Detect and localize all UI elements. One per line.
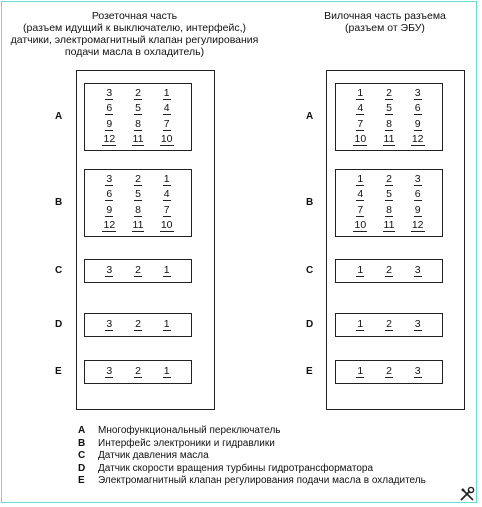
left-title-line: датчики, электромагнитный клапан регулирования xyxy=(10,34,259,46)
pin-number: 4 xyxy=(163,102,170,115)
pin xyxy=(403,172,432,188)
pin xyxy=(375,86,404,102)
pin xyxy=(346,203,375,219)
pin xyxy=(375,316,404,334)
pin-number: 4 xyxy=(357,188,364,201)
legend-key: A xyxy=(78,425,86,436)
pin xyxy=(124,363,153,381)
pin xyxy=(375,117,404,133)
pin-number: 3 xyxy=(414,86,421,99)
pin xyxy=(403,86,432,102)
pin xyxy=(124,117,153,133)
right-row-label-d: D xyxy=(306,319,314,330)
legend-item xyxy=(78,475,426,488)
pin xyxy=(95,316,124,334)
right-connector-e xyxy=(335,360,443,384)
legend-text: Электромагнитный клапан регулирования подачи масла в охладитель xyxy=(98,475,426,486)
pin xyxy=(403,262,432,280)
left-connector-d xyxy=(84,313,192,337)
pin-number: 7 xyxy=(357,203,364,216)
pin-number: 6 xyxy=(106,188,113,201)
pin xyxy=(95,188,124,204)
pin-number: 3 xyxy=(414,365,421,377)
pin-number: 11 xyxy=(132,133,144,146)
pin-number: 2 xyxy=(386,365,392,377)
pin xyxy=(124,219,153,235)
right-title xyxy=(300,10,470,34)
pin-number: 11 xyxy=(383,219,395,232)
pin-number: 3 xyxy=(106,172,113,185)
pin-number: 1 xyxy=(163,365,170,377)
pin-number: 5 xyxy=(386,188,392,201)
legend-text: Датчик давления масла xyxy=(98,450,209,461)
legend-key: C xyxy=(78,450,86,461)
legend-text: Интерфейс электроники и гидравлики xyxy=(98,437,275,449)
pin xyxy=(346,133,375,149)
pin-number: 11 xyxy=(132,219,144,232)
left-row-label-c: C xyxy=(55,265,63,276)
pin-number: 9 xyxy=(414,203,421,216)
pin xyxy=(403,102,432,118)
legend-key: B xyxy=(78,437,86,449)
pin-number: 2 xyxy=(386,86,392,99)
right-row-label-a: A xyxy=(306,111,314,122)
pin xyxy=(375,172,404,188)
pin xyxy=(375,219,404,235)
pin xyxy=(152,86,181,102)
left-connector-a xyxy=(84,83,192,151)
pin xyxy=(95,117,124,133)
pin-number: 1 xyxy=(357,86,364,99)
pin-number: 2 xyxy=(135,365,141,377)
pin-number: 4 xyxy=(163,188,170,201)
pin xyxy=(346,102,375,118)
pin xyxy=(95,219,124,235)
pin xyxy=(346,262,375,280)
pin-number: 6 xyxy=(414,188,421,201)
left-row-label-e: E xyxy=(55,366,62,377)
pin-number: 1 xyxy=(163,172,170,185)
pin xyxy=(124,262,153,280)
pin-number: 3 xyxy=(106,264,113,276)
pin xyxy=(124,203,153,219)
pin-number: 9 xyxy=(106,203,113,216)
pin xyxy=(152,102,181,118)
pin xyxy=(124,172,153,188)
pin xyxy=(152,316,181,334)
pin-number: 12 xyxy=(411,133,424,146)
pin xyxy=(375,203,404,219)
pin-number: 10 xyxy=(160,219,173,232)
pin xyxy=(375,133,404,149)
pin xyxy=(346,219,375,235)
legend-item xyxy=(78,425,426,438)
pin xyxy=(95,86,124,102)
pin-number: 5 xyxy=(135,102,141,115)
left-connector-b xyxy=(84,169,192,237)
pin-number: 10 xyxy=(354,219,367,232)
pin-number: 2 xyxy=(386,318,392,330)
pin xyxy=(346,188,375,204)
pin xyxy=(124,86,153,102)
pin-number: 8 xyxy=(386,117,392,130)
left-title-line: подачи масла в охладитель) xyxy=(64,46,205,58)
pin xyxy=(346,117,375,133)
pin-number: 1 xyxy=(357,172,364,185)
legend xyxy=(78,425,426,488)
pin-number: 4 xyxy=(357,102,364,115)
pin-number: 1 xyxy=(357,264,364,276)
pin-number: 6 xyxy=(106,102,113,115)
left-title-line: Розеточная часть xyxy=(91,10,178,22)
pin xyxy=(403,188,432,204)
pin-number: 7 xyxy=(163,117,170,130)
legend-item xyxy=(78,463,426,476)
pin xyxy=(346,363,375,381)
pin-number: 3 xyxy=(106,86,113,99)
pin xyxy=(124,316,153,334)
pin-number: 2 xyxy=(135,264,141,276)
wrench-screwdriver-icon xyxy=(458,485,476,503)
pin-number: 1 xyxy=(163,86,170,99)
pin-number: 7 xyxy=(163,203,170,216)
pin-number: 8 xyxy=(135,203,141,216)
legend-item xyxy=(78,450,426,463)
pin xyxy=(152,117,181,133)
legend-key: E xyxy=(78,475,85,486)
left-title-line: (разъем идущий к выключателю, интерфейс,) xyxy=(23,22,246,34)
pin-number: 2 xyxy=(135,318,141,330)
pin-number: 3 xyxy=(414,318,421,330)
pin-number: 3 xyxy=(414,172,421,185)
legend-key: D xyxy=(78,462,86,474)
pin-number: 8 xyxy=(135,117,141,130)
right-title-line: (разъем от ЭБУ) xyxy=(345,22,425,34)
right-title-line: Вилочная часть разъема xyxy=(324,10,446,22)
pin xyxy=(403,133,432,149)
pin xyxy=(375,262,404,280)
pin-number: 11 xyxy=(383,133,395,146)
pin-number: 12 xyxy=(103,133,116,146)
pin xyxy=(346,86,375,102)
pin xyxy=(152,219,181,235)
pin-number: 3 xyxy=(106,365,113,377)
pin xyxy=(95,203,124,219)
pin-number: 1 xyxy=(357,318,364,330)
pin xyxy=(346,316,375,334)
pin-number: 2 xyxy=(135,172,141,185)
pin xyxy=(346,172,375,188)
right-row-label-e: E xyxy=(306,366,313,377)
pin xyxy=(95,102,124,118)
pin-number: 9 xyxy=(106,117,113,130)
right-connector-c xyxy=(335,259,443,283)
right-row-label-b: B xyxy=(306,197,314,208)
pin xyxy=(124,188,153,204)
pin-number: 12 xyxy=(411,219,424,232)
pin-number: 2 xyxy=(386,172,392,185)
left-connector-c xyxy=(84,259,192,283)
pin-number: 1 xyxy=(163,264,170,276)
left-row-label-d: D xyxy=(55,319,63,330)
pin xyxy=(152,188,181,204)
pin-number: 3 xyxy=(106,318,113,330)
pin xyxy=(375,102,404,118)
pin xyxy=(403,219,432,235)
right-connector-d xyxy=(335,313,443,337)
pin-number: 9 xyxy=(414,117,421,130)
pin xyxy=(403,363,432,381)
pin-number: 6 xyxy=(414,102,421,115)
pin-number: 12 xyxy=(103,219,116,232)
pin xyxy=(403,316,432,334)
pin-number: 2 xyxy=(386,264,392,276)
right-row-label-c: C xyxy=(306,265,314,276)
pin xyxy=(375,188,404,204)
pin xyxy=(95,363,124,381)
left-row-label-b: B xyxy=(55,197,63,208)
pin-number: 1 xyxy=(163,318,170,330)
legend-item xyxy=(78,438,426,451)
pin-number: 7 xyxy=(357,117,364,130)
pin-number: 5 xyxy=(386,102,392,115)
right-connector-a xyxy=(335,83,443,151)
pin xyxy=(152,262,181,280)
pin xyxy=(152,172,181,188)
left-title xyxy=(2,10,267,58)
left-row-label-a: A xyxy=(55,111,63,122)
pin xyxy=(152,363,181,381)
pin-number: 3 xyxy=(414,264,421,276)
pin xyxy=(403,117,432,133)
pin xyxy=(95,133,124,149)
pin xyxy=(152,203,181,219)
pin xyxy=(403,203,432,219)
pin xyxy=(95,172,124,188)
legend-text: Датчик скорости вращения турбины гидротрансформатора xyxy=(98,462,374,474)
legend-text: Многофункциональный переключатель xyxy=(98,425,281,436)
pin xyxy=(124,102,153,118)
pin xyxy=(152,133,181,149)
right-connector-b xyxy=(335,169,443,237)
pin-number: 10 xyxy=(354,133,367,146)
pin xyxy=(95,262,124,280)
pin-number: 8 xyxy=(386,203,392,216)
pin-number: 2 xyxy=(135,86,141,99)
pin xyxy=(124,133,153,149)
pin xyxy=(375,363,404,381)
pin-number: 5 xyxy=(135,188,141,201)
left-connector-e xyxy=(84,360,192,384)
pin-number: 10 xyxy=(160,133,173,146)
pin-number: 1 xyxy=(357,365,364,377)
